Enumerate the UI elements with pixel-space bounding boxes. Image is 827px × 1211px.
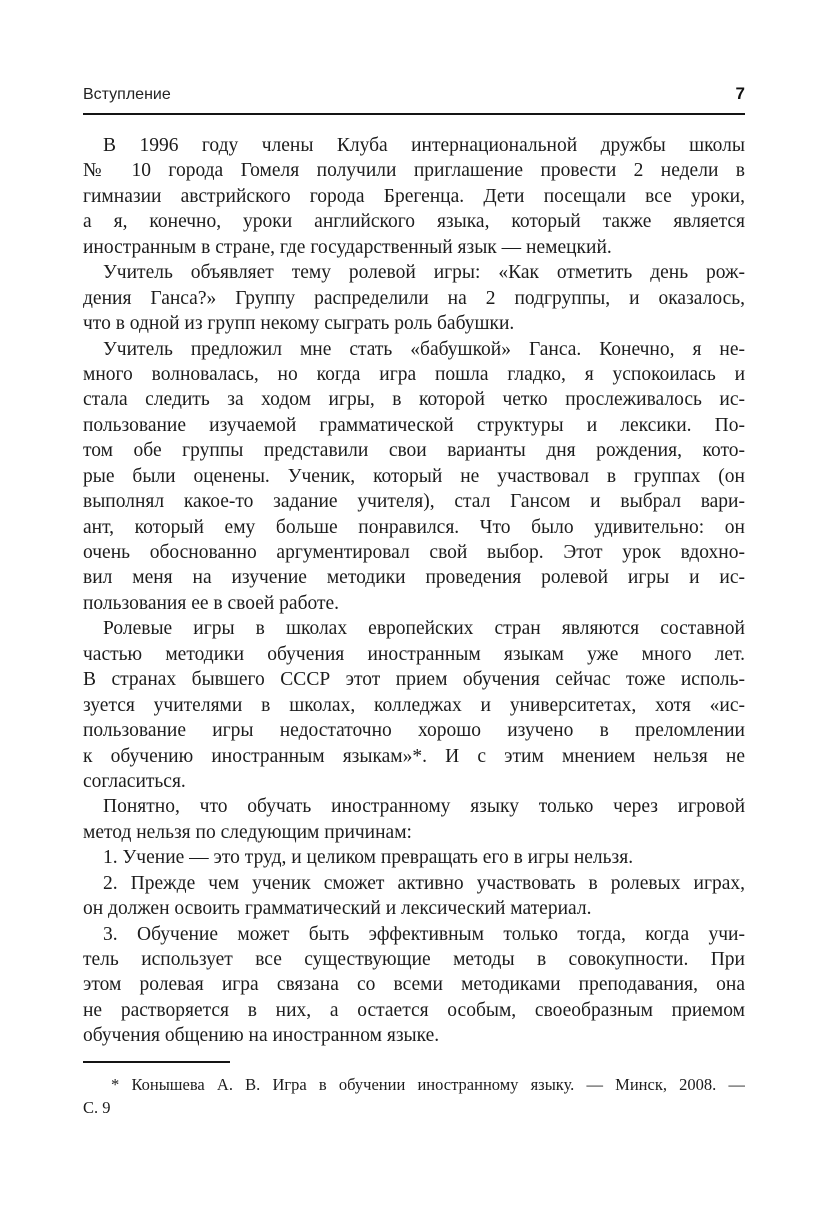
page-header <box>83 84 745 115</box>
text-line: гимназии австрийского города Брегенца. Дети посещали все уроки, <box>83 185 745 207</box>
text-line: он должен освоить грамматический и лексический материал. <box>83 898 592 920</box>
text-line: согласиться. <box>83 770 186 792</box>
text-line: пользование изучаемой грамматической структуры и лексики. По- <box>83 414 745 436</box>
text-line: тель использует все существующие методы в совокупности. При <box>83 949 745 970</box>
text-line: стала следить за ходом игры, в которой четко прослеживалось ис- <box>83 389 745 411</box>
text-line: очень обоснованно аргументировал свой выбор. Этот урок вдохно- <box>83 542 745 563</box>
text-line: 1. Учение — это труд, и целиком превращать его в игры нельзя. <box>103 847 634 869</box>
running-title: Вступление <box>83 86 171 103</box>
text-line: № 10 города Гомеля получили приглашение провести 2 недели в <box>83 160 745 182</box>
text-line: В странах бывшего СССР этот прием обучения сейчас тоже исполь- <box>83 669 745 691</box>
text-line: что в одной из групп некому сыграть роль бабушки. <box>83 313 515 335</box>
text-line: вил меня на изучение методики проведения ролевой игры и ис- <box>83 567 745 589</box>
text-line: том обе группы представили свои варианты дня рождения, кото- <box>83 440 745 462</box>
text-line: В 1996 году члены Клуба интернациональной дружбы школы <box>103 135 745 156</box>
text-line: дения Ганса?» Группу распределили на 2 подгруппы, и оказалось, <box>83 287 745 309</box>
text-line: к обучению иностранным языкам»*. И с этим мнением нельзя не <box>83 745 745 767</box>
text-line: метод нельзя по следующим причинам: <box>83 821 412 843</box>
text-line: 3. Обучение может быть эффективным только тогда, когда учи- <box>103 923 745 945</box>
text-line: много волновалась, но когда игра пошла гладко, я успокоилась и <box>83 363 745 385</box>
text-line: 2. Прежде чем ученик сможет активно участвовать в ролевых играх, <box>103 872 745 894</box>
text-line: Ролевые игры в школах европейских стран являются составной <box>103 618 745 640</box>
footnote <box>83 1061 745 1119</box>
text-line: пользования ее в своей работе. <box>83 592 340 614</box>
text-line: а я, конечно, уроки английского языка, который также является <box>83 211 745 233</box>
text-line: Учитель предложил мне стать «бабушкой» Ганса. Конечно, я не- <box>103 338 745 360</box>
footnote-separator <box>83 1061 230 1063</box>
text-line: ант, который ему больше понравился. Что было удивительно: он <box>83 516 745 538</box>
text-line: Учитель объявляет тему ролевой игры: «Как отметить день рож- <box>103 262 745 284</box>
text-line: зуется учителями в школах, колледжах и университетах, хотя «ис- <box>83 694 745 716</box>
text-line: не растворяется в них, а остается особым, своеобразным приемом <box>83 999 745 1021</box>
footnote-text <box>83 1073 745 1119</box>
page-number: 7 <box>735 84 745 103</box>
text-line: Понятно, что обучать иностранному языку только через игровой <box>103 796 745 818</box>
text-line: выполнял какое-то задание учителя), стал Гансом и выбрал вари- <box>83 491 745 513</box>
text-line: С. 9 <box>83 1098 111 1117</box>
text-line: пользование игры недостаточно хорошо изучено в преломлении <box>83 720 745 742</box>
text-line: * Конышева А. В. Игра в обучении иностранному языку. — Минск, 2008. — <box>111 1075 745 1094</box>
text-line: иностранным в стране, где государственный язык — немецкий. <box>83 236 612 258</box>
text-line: обучения общению на иностранном языке. <box>83 1025 440 1047</box>
text-line: рые были оценены. Ученик, который не участвовал в группах (он <box>83 465 745 487</box>
body-text <box>83 133 745 1049</box>
text-line: частью методики обучения иностранным языкам уже много лет. <box>83 643 745 665</box>
text-line: этом ролевая игра связана со всеми методиками преподавания, она <box>83 974 745 996</box>
